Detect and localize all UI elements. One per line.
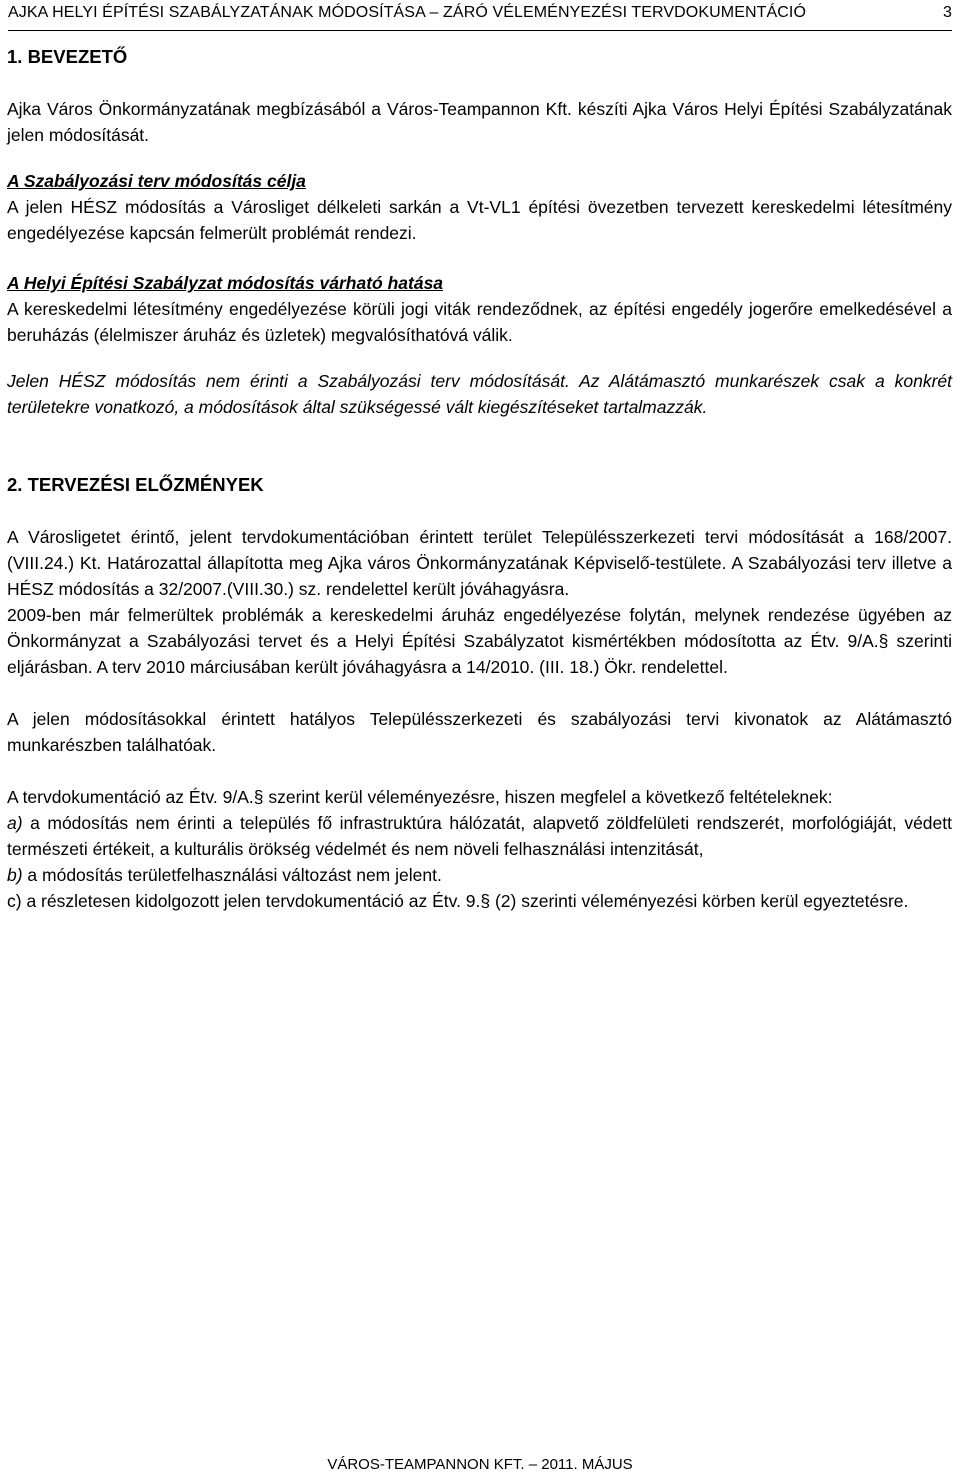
condition-a-label: a) [7,813,23,833]
excerpts-paragraph: A jelen módosításokkal érintett hatályos Településszerkezeti és szabályozási tervi kivonatok az Alátámasztó munkarészben találhatóak. [7,709,952,755]
section-1-heading: 1. BEVEZETŐ [7,46,128,67]
page-footer: VÁROS-TEAMPANNON KFT. – 2011. MÁJUS [327,1456,633,1473]
condition-a [7,810,952,862]
condition-a-text: a módosítás nem érinti a település fő infrastruktúra hálózatát, alapvető zöldfelületi rendszerét, morfológiáját, védett természeti értékeit, a kulturális örökség védelmét és nem növeli felhasználási intenzitását, [7,813,952,859]
condition-b-label: b) [7,865,23,885]
history-paragraph-2: 2009-ben már felmerültek problémák a kereskedelmi áruház engedélyezése folytán, melynek rendezése ügyében az Önkormányzat a Szabályozási tervet és a Helyi Építési Szabályzatot kismértékben módosította az Étv. 9/A.§ szerinti eljárásban. A terv 2010 márciusában került jóváhagyásra a 14/2010. (III. 18.) Ökr. rendelettel. [7,605,952,677]
note-paragraph: Jelen HÉSZ módosítás nem érinti a Szabályozási terv módosítását. Az Alátámasztó munkarészek csak a konkrét területekre vonatkozó, a módosítások által szükségessé vált kiegészítéseket tartalmazzák. [7,371,952,417]
condition-b-text: a módosítás területfelhasználási változást nem jelent. [22,865,442,885]
impact-paragraph: A kereskedelmi létesítmény engedélyezése körüli jogi viták rendeződnek, az építési engedély jogerőre emelkedésével a beruházás (élelmiszer áruház és üzletek) megvalósíthatóvá válik. [7,299,952,345]
section-2-heading: 2. TERVEZÉSI ELŐZMÉNYEK [7,474,264,495]
goal-subheading: A Szabályozási terv módosítás célja [7,171,306,191]
impact-subheading: A Helyi Építési Szabályzat módosítás várható hatása [7,273,444,293]
history-paragraph-1: A Városligetet érintő, jelent tervdokumentációban érintett terület Településszerkezeti tervi módosítását a 168/2007. (VIII.24.) Kt. Határozattal állapította meg Ajka város Önkormányzatának Képviselő-testülete. A Szabályozási terv illetve a HÉSZ módosítás a 32/2007.(VIII.30.) sz. rendelettel került jóváhagyásra. [7,527,952,599]
condition-b [7,862,952,888]
intro-paragraph: Ajka Város Önkormányzatának megbízásából a Város-Teampannon Kft. készíti Ajka Város Helyi Építési Szabályzatának jelen módosítását. [7,99,952,145]
document-body [7,44,952,914]
page-header [8,4,952,31]
review-paragraph: A tervdokumentáció az Étv. 9/A.§ szerint kerül véleményezésre, hiszen megfelel a következő feltételeknek: [7,787,833,807]
document-title: AJKA HELYI ÉPÍTÉSI SZABÁLYZATÁNAK MÓDOSÍTÁSA – ZÁRÓ VÉLEMÉNYEZÉSI TERVDOKUMENTÁCIÓ [8,4,807,21]
condition-c: c) a részletesen kidolgozott jelen tervdokumentáció az Étv. 9.§ (2) szerinti véleményezési körben kerül egyeztetésre. [7,891,909,911]
page-number: 3 [943,4,952,21]
goal-paragraph: A jelen HÉSZ módosítás a Városliget délkeleti sarkán a Vt-VL1 építési övezetben tervezett kereskedelmi létesítmény engedélyezése kapcsán felmerült problémát rendezi. [7,197,952,243]
